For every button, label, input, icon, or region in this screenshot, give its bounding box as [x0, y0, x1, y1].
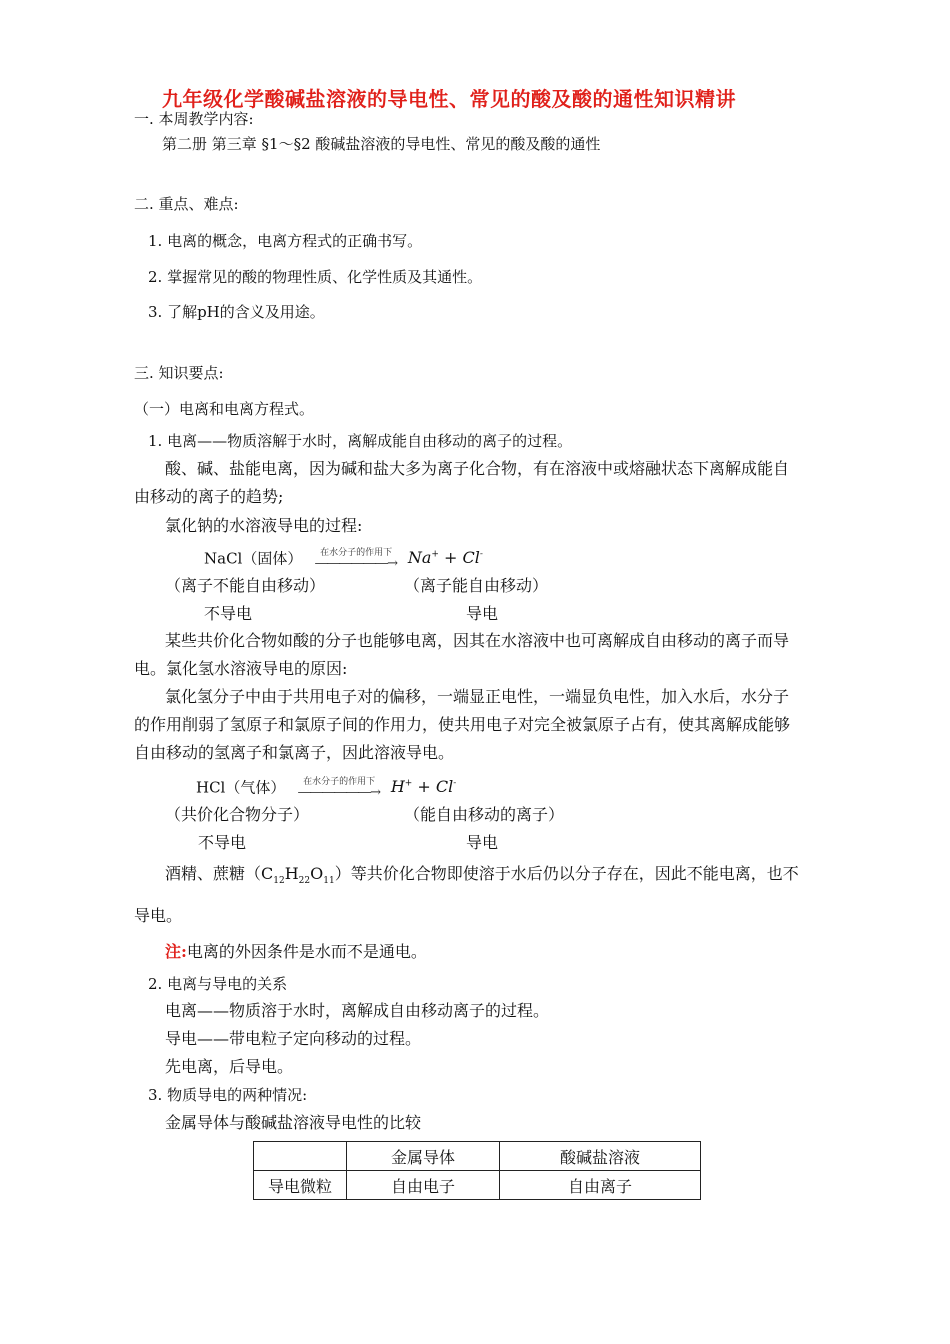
table-header-cell: 金属导体	[347, 1142, 500, 1171]
equation-reactant: NaCl（固体）	[204, 549, 303, 568]
note	[165, 942, 427, 962]
paragraph: 的作用削弱了氢原子和氯原子间的作用力，使共用电子对完全被氯原子占有，使其离解成能够	[134, 715, 791, 734]
page-title: 九年级化学酸碱盐溶液的导电性、常见的酸及酸的通性知识精讲	[162, 87, 736, 111]
reaction-arrow	[315, 548, 397, 570]
paragraph: 先电离，后导电。	[165, 1057, 294, 1076]
equation-note: （共价化合物分子）	[165, 805, 310, 824]
paragraph: 导电——带电粒子定向移动的过程。	[165, 1029, 422, 1048]
arrow-condition-label: 在水分子的作用下	[320, 548, 393, 559]
table-header-row	[254, 1142, 701, 1171]
equation-note: （离子能自由移动）	[404, 576, 549, 595]
equation-condition: 导电	[466, 604, 499, 623]
paragraph: 某些共价化合物如酸的分子也能够电离，因其在水溶液中也可离解成自由移动的离子而导	[165, 631, 790, 650]
table-cell: 自由离子	[500, 1171, 701, 1200]
ion-hydrogen: H	[390, 777, 405, 797]
table-header-cell	[254, 1142, 347, 1171]
equation-products: H+ + Cl-	[390, 777, 457, 797]
equation-reactant: HCl（气体）	[196, 778, 286, 797]
arrow-icon: ――――――→	[315, 556, 398, 572]
note-text: 电离的外因条件是水而不是通电。	[186, 942, 427, 961]
equation-hcl	[196, 774, 456, 799]
comparison-table	[253, 1141, 701, 1200]
paragraph: 自由移动的氢离子和氯离子，因此溶液导电。	[134, 743, 455, 762]
subsection-heading: （一）电离和电离方程式。	[134, 400, 315, 418]
table-cell: 自由电子	[347, 1171, 500, 1200]
equation-condition: 不导电	[204, 604, 253, 623]
ion-sodium: Na	[407, 548, 432, 568]
arrow-condition-label: 在水分子的作用下	[303, 777, 376, 788]
table-row	[254, 1171, 701, 1200]
teaching-content-text: 第二册 第三章 §1～§2 酸碱盐溶液的导电性、常见的酸及酸的通性	[162, 135, 601, 153]
paragraph: 氯化氢分子中由于共用电子对的偏移，一端显正电性，一端显负电性，加入水后，水分子	[165, 687, 790, 706]
paragraph: 氯化钠的水溶液导电的过程:	[165, 516, 363, 535]
ion-chloride: Cl	[462, 548, 480, 568]
key-point-item: 2. 掌握常见的酸的物理性质、化学性质及其通性。	[148, 268, 483, 286]
table-caption: 金属导体与酸碱盐溶液导电性的比较	[165, 1113, 422, 1132]
equation-note: （能自由移动的离子）	[404, 805, 565, 824]
paragraph: 3. 物质导电的两种情况:	[148, 1086, 308, 1104]
table-header-cell: 酸碱盐溶液	[500, 1142, 701, 1171]
table-cell: 导电微粒	[254, 1171, 347, 1200]
paragraph: 导电。	[134, 906, 183, 925]
paragraph: 电。氯化氢水溶液导电的原因:	[134, 659, 348, 678]
equation-condition: 不导电	[198, 833, 247, 852]
equation-products: Na+ + Cl-	[407, 548, 483, 568]
paragraph: 电离——物质溶于水时，离解成自由移动离子的过程。	[165, 1001, 550, 1020]
key-point-item: 3. 了解pH的含义及用途。	[148, 303, 325, 321]
section-heading-key-points: 二. 重点、难点:	[134, 195, 239, 213]
equation-note: （离子不能自由移动）	[165, 576, 326, 595]
paragraph: 2. 电离与导电的关系	[148, 975, 288, 993]
reaction-arrow	[298, 777, 380, 799]
note-label: 注:	[165, 942, 187, 961]
paragraph: 酒精、蔗糖$(C_{12}H_{22}O_{11})$等共价化合物即使溶于水后仍以分子存在，因此不能电离，也不	[165, 864, 799, 887]
equation-nacl	[204, 545, 483, 570]
ion-chloride: Cl	[435, 777, 454, 797]
section-heading-knowledge: 三. 知识要点:	[134, 364, 224, 382]
section-heading-teaching-content: 一. 本周教学内容:	[134, 110, 254, 128]
paragraph: 酸、碱、盐能电离，因为碱和盐大多为离子化合物，有在溶液中或熔融状态下离解成能自	[165, 459, 790, 478]
key-point-item: 1. 电离的概念，电离方程式的正确书写。	[148, 232, 423, 250]
equation-condition: 导电	[466, 833, 499, 852]
paragraph: 1. 电离——物质溶解于水时，离解成能自由移动的离子的过程。	[148, 432, 573, 450]
paragraph: 由移动的离子的趋势;	[134, 487, 284, 506]
arrow-icon: ――――――→	[298, 785, 381, 801]
